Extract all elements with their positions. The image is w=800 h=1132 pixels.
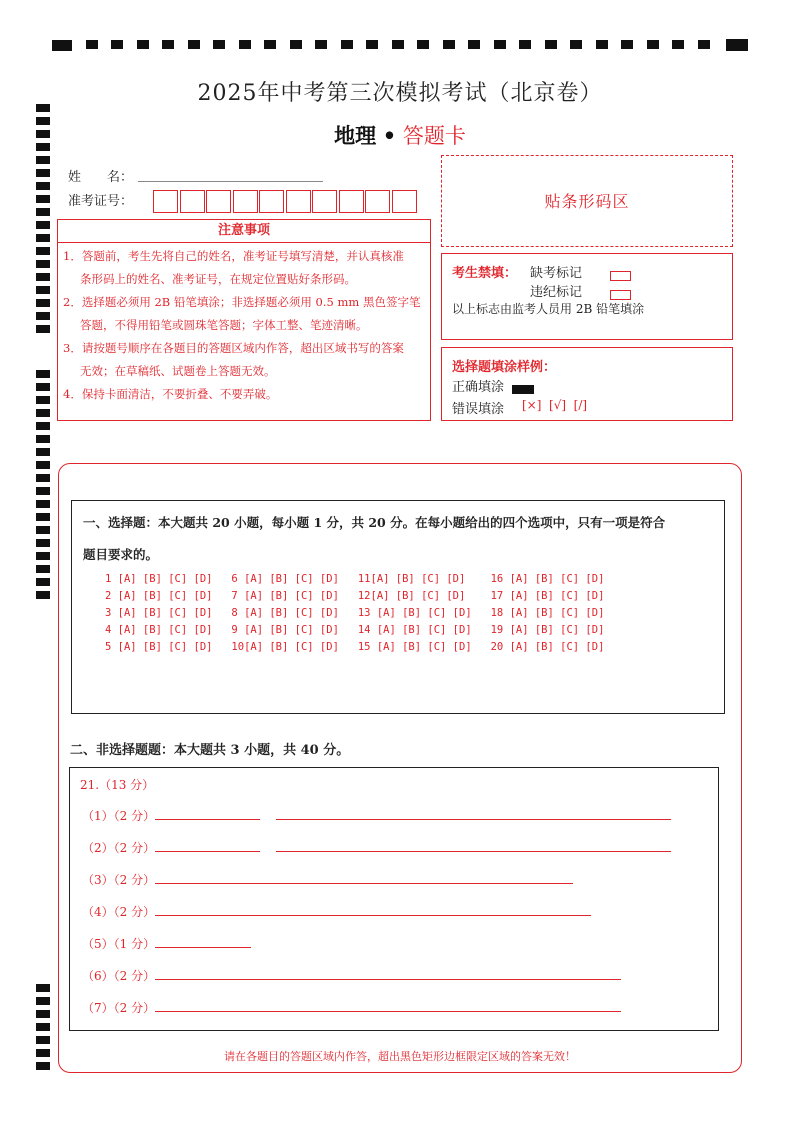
id-digit-box[interactable]	[206, 190, 231, 213]
correct-fill-sample	[512, 379, 534, 398]
answer-blank[interactable]	[155, 997, 621, 1012]
id-digit-box[interactable]	[259, 190, 284, 213]
id-digit-box[interactable]	[392, 190, 417, 213]
choice-row[interactable]: 1 [A] [B] [C] [D] 6 [A] [B] [C] [D] 11[A] [B] [C] [D] 16 [A] [B] [C] [D]	[105, 573, 605, 585]
multiple-choice-box	[71, 500, 725, 714]
sample-title: 选择题填涂样例：	[452, 360, 557, 375]
choice-row[interactable]: 5 [A] [B] [C] [D] 10[A] [B] [C] [D] 15 [A] [B] [C] [D] 20 [A] [B] [C] [D]	[105, 641, 605, 653]
id-digit-box[interactable]	[233, 190, 258, 213]
answer-line[interactable]	[82, 928, 712, 960]
answer-line[interactable]	[82, 832, 712, 864]
violation-label: 违纪标记	[530, 285, 583, 300]
sample-box	[441, 347, 733, 421]
part-label: （6）（2 分）	[82, 969, 156, 983]
answer-blank[interactable]	[155, 869, 573, 884]
separator-dot: •	[382, 123, 397, 148]
barcode-area	[441, 155, 733, 247]
barcode-label: 贴条形码区	[544, 192, 630, 211]
id-digit-box[interactable]	[180, 190, 205, 213]
card-subtitle	[0, 120, 800, 150]
section1-heading-line1: 一、选择题：本大题共 20 小题，每小题 1 分，共 20 分。在每小题给出的四个选项中，只有一项是符合	[83, 515, 666, 530]
answer-line[interactable]	[82, 992, 712, 1024]
answer-blank[interactable]	[276, 805, 671, 820]
id-digit-box[interactable]	[286, 190, 311, 213]
subject-label: 地理	[334, 123, 377, 148]
id-label: 准考证号：	[68, 194, 134, 209]
id-digit-box[interactable]	[339, 190, 364, 213]
answer-line[interactable]	[82, 960, 712, 992]
answer-line[interactable]	[82, 800, 712, 832]
section1-heading-line2: 题目要求的。	[83, 547, 159, 562]
answer-line[interactable]	[82, 896, 712, 928]
forbidden-box	[441, 253, 733, 340]
answer-blank[interactable]	[276, 837, 671, 852]
q21-title: 21.（13 分）	[80, 778, 155, 792]
part-label: （2）（2 分）	[82, 841, 156, 855]
question-21-box	[69, 767, 719, 1031]
notice-item: 4．保持卡面清洁，不要折叠、不要弄破。	[63, 387, 278, 401]
notice-list	[63, 245, 429, 406]
absent-label: 缺考标记	[530, 266, 583, 281]
notice-item: 3．请按题号顺序在各题目的答题区域内作答，超出区域书写的答案	[63, 341, 404, 355]
part-label: （3）（2 分）	[82, 873, 156, 887]
id-digit-box[interactable]	[153, 190, 178, 213]
answer-blank[interactable]	[155, 965, 621, 980]
part-label: （1）（2 分）	[82, 809, 156, 823]
notice-item: 条形码上的姓名、准考证号，在规定位置贴好条形码。	[80, 272, 356, 286]
choice-row[interactable]: 3 [A] [B] [C] [D] 8 [A] [B] [C] [D] 13 [A] [B] [C] [D] 18 [A] [B] [C] [D]	[105, 607, 605, 619]
part-label: （5）（1 分）	[82, 937, 156, 951]
forbidden-note: 以上标志由监考人员用 2B 铅笔填涂	[452, 302, 645, 316]
forbidden-label: 考生禁填：	[452, 266, 518, 281]
card-label: 答题卡	[402, 124, 466, 148]
name-label: 姓 名：	[68, 170, 134, 185]
wrong-fill-label: 错误填涂	[452, 402, 505, 417]
answer-blank[interactable]	[155, 933, 251, 948]
answer-blank[interactable]	[155, 805, 260, 820]
choice-grid[interactable]	[105, 571, 604, 656]
notice-item: 2．选择题必须用 2B 铅笔填涂；非选择题必须用 0.5 mm 黑色签字笔	[63, 295, 421, 309]
part-label: （4）（2 分）	[82, 905, 156, 919]
q21-parts	[82, 800, 712, 1024]
notice-item: 答题，不得用铅笔或圆珠笔答题；字体工整、笔迹清晰。	[80, 318, 368, 332]
footer-warning: 请在各题目的答题区域内作答，超出黑色矩形边框限定区域的答案无效！	[224, 1050, 576, 1063]
answer-blank[interactable]	[155, 901, 591, 916]
id-digit-box[interactable]	[312, 190, 337, 213]
wrong-fill-samples: [×] [√] [/]	[522, 398, 588, 412]
notice-item: 1．答题前，考生先将自己的姓名，准考证号填写清楚，并认真核准	[63, 249, 404, 263]
part-label: （7）（2 分）	[82, 1001, 156, 1015]
exam-title: 2025年中考第三次模拟考试（北京卷）	[197, 81, 603, 106]
notice-title: 注意事项	[57, 219, 431, 243]
name-field[interactable]	[138, 181, 323, 182]
correct-fill-label: 正确填涂	[452, 380, 505, 395]
section2-heading: 二、非选择题题：本大题共 3 小题，共 40 分。	[70, 743, 350, 758]
answer-line[interactable]	[82, 864, 712, 896]
notice-item: 无效；在草稿纸、试题卷上答题无效。	[80, 364, 276, 378]
id-digit-box[interactable]	[365, 190, 390, 213]
choice-row[interactable]: 4 [A] [B] [C] [D] 9 [A] [B] [C] [D] 14 [A] [B] [C] [D] 19 [A] [B] [C] [D]	[105, 624, 605, 636]
absent-mark-box[interactable]	[610, 265, 631, 284]
choice-row[interactable]: 2 [A] [B] [C] [D] 7 [A] [B] [C] [D] 12[A] [B] [C] [D] 17 [A] [B] [C] [D]	[105, 590, 605, 602]
answer-blank[interactable]	[155, 837, 260, 852]
